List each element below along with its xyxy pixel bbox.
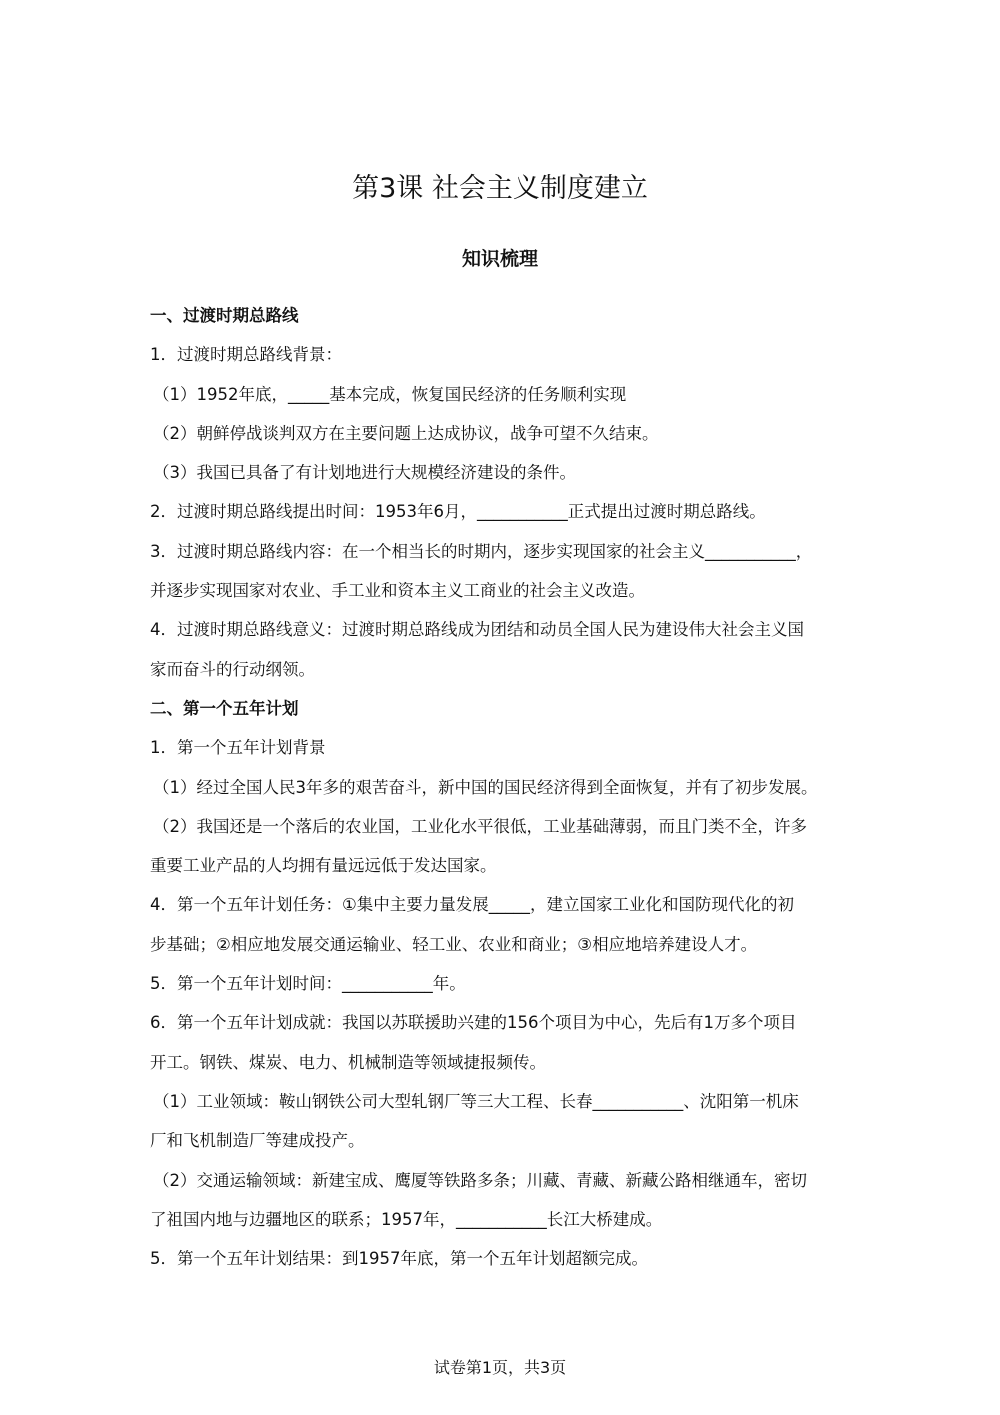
text-line: 重要工业产品的人均拥有量远远低于发达国家。	[150, 856, 497, 876]
text-line: 5．第一个五年计划时间：___________年。	[150, 974, 466, 994]
document-body	[150, 296, 865, 1278]
text-line: （2）我国还是一个落后的农业国，工业化水平很低，工业基础薄弱，而且门类不全，许多	[153, 816, 807, 836]
text-line: 厂和飞机制造厂等建成投产。	[150, 1131, 365, 1151]
section-subtitle: 知识梳理	[461, 248, 538, 270]
section-heading: 一、过渡时期总路线	[150, 306, 299, 325]
text-line: （3）我国已具备了有计划地进行大规模经济建设的条件。	[153, 463, 576, 483]
text-line: 1．过渡时期总路线背景：	[150, 345, 342, 365]
document-title: 第3课 社会主义制度建立	[352, 173, 648, 204]
text-line: 1．第一个五年计划背景	[150, 738, 326, 758]
text-line: （1）工业领域：鞍山钢铁公司大型轧钢厂等三大工程、长春___________、沈阳第一机床	[153, 1091, 799, 1111]
text-line: 3．过渡时期总路线内容：在一个相当长的时期内，逐步实现国家的社会主义___________，	[150, 541, 813, 561]
section-heading: 二、第一个五年计划	[150, 698, 299, 718]
text-line: 2．过渡时期总路线提出时间：1953年6月，___________正式提出过渡时期总路线。	[150, 502, 766, 522]
text-line: 了祖国内地与边疆地区的联系；1957年，___________长江大桥建成。	[150, 1209, 663, 1229]
text-line: （2）交通运输领域：新建宝成、鹰厦等铁路多条；川藏、青藏、新藏公路相继通车，密切	[153, 1170, 807, 1190]
text-line: （1）1952年底，_____基本完成，恢复国民经济的任务顺利实现	[153, 384, 627, 404]
page-footer: 试卷第1页，共3页	[433, 1358, 567, 1377]
text-line: 6．第一个五年计划成就：我国以苏联援助兴建的156个项目为中心，先后有1万多个项目	[150, 1013, 797, 1033]
text-line: 4．第一个五年计划任务：①集中主要力量发展_____，建立国家工业化和国防现代化的初	[150, 895, 795, 915]
text-line: 4．过渡时期总路线意义：过渡时期总路线成为团结和动员全国人民为建设伟大社会主义国	[150, 620, 804, 640]
text-line: （2）朝鲜停战谈判双方在主要问题上达成协议，战争可望不久结束。	[153, 423, 659, 443]
text-line: （1）经过全国人民3年多的艰苦奋斗，新中国的国民经济得到全面恢复，并有了初步发展。	[153, 777, 818, 797]
text-line: 步基础；②相应地发展交通运输业、轻工业、农业和商业；③相应地培养建设人才。	[150, 934, 758, 954]
text-line: 家而奋斗的行动纲领。	[150, 659, 315, 679]
text-line: 开工。钢铁、煤炭、电力、机械制造等领域捷报频传。	[150, 1052, 546, 1072]
text-line: 5．第一个五年计划结果：到1957年底，第一个五年计划超额完成。	[150, 1249, 648, 1269]
text-line: 并逐步实现国家对农业、手工业和资本主义工商业的社会主义改造。	[150, 581, 645, 601]
